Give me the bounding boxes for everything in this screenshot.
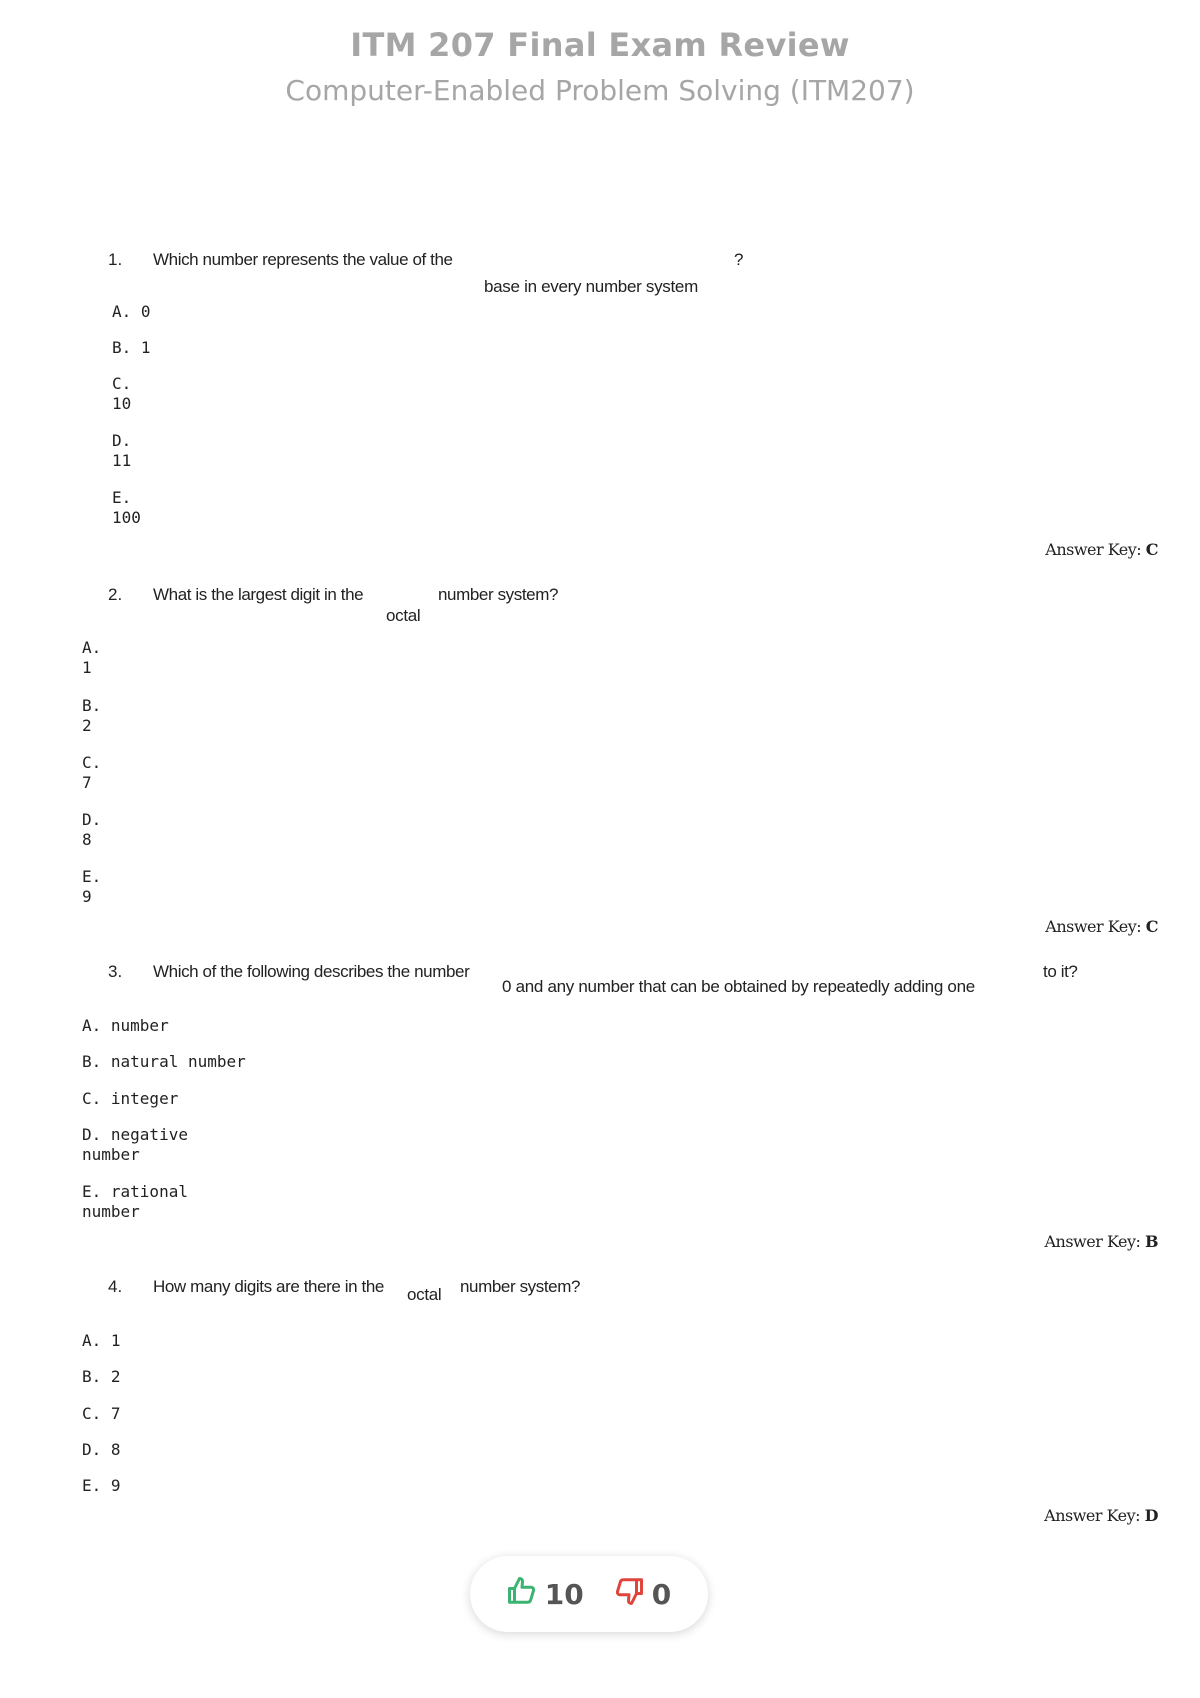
option-value: number [82,1145,140,1164]
option-e [112,488,141,528]
option-label: E. [82,867,102,886]
question-number: 3. [108,962,123,981]
answer-key [1045,917,1158,936]
question-text: How many digits are there in the [153,1277,384,1296]
option-value: 1 [82,658,92,677]
option-d: D. 8 [82,1440,121,1459]
option-label: D. [82,810,102,829]
option-value: 2 [82,716,92,735]
answer-key-value: B [1144,1232,1158,1251]
question-fill-text: octal [407,1285,442,1304]
option-label: D. [112,431,132,450]
option-value: 8 [82,830,92,849]
option-label: C. [112,374,132,393]
page-subtitle: Computer-Enabled Problem Solving (ITM207) [285,74,915,107]
option-value: 100 [112,508,141,527]
option-c: C. integer [82,1089,179,1108]
question-fill-text: 0 and any number that can be obtained by repeatedly adding one [502,977,975,996]
answer-key-label: Answer Key: [1044,1506,1141,1525]
option-c: C. 7 [82,1404,121,1423]
option-a: A. number [82,1016,169,1035]
question-fill-text: octal [386,606,421,625]
question-number: 2. [108,585,123,604]
option-b: B. 1 [112,338,151,357]
question-text: Which number represents the value of the [153,250,453,269]
upvote-button[interactable] [507,1576,584,1613]
question-number: 1. [108,250,123,269]
question-suffix: ? [734,250,744,269]
option-e [82,867,101,907]
answer-key-value: C [1145,540,1158,559]
upvote-count: 10 [544,1577,584,1611]
option-value: 11 [112,451,132,470]
page-title: ITM 207 Final Exam Review [350,26,850,64]
option-label: D. negative [82,1125,188,1144]
question-text: What is the largest digit in the [153,585,364,604]
answer-key-value: C [1145,917,1158,936]
answer-key-label: Answer Key: [1045,917,1142,936]
option-e [82,1182,188,1222]
option-value: 9 [82,887,92,906]
option-value: 10 [112,394,132,413]
option-a [82,638,101,678]
thumbs-up-icon [507,1576,537,1613]
option-c [112,374,131,414]
answer-key-value: D [1144,1506,1158,1525]
option-d [82,810,101,850]
option-b: B. 2 [82,1367,121,1386]
thumbs-down-icon [614,1576,644,1613]
option-d [112,431,131,471]
downvote-count: 0 [651,1577,672,1611]
option-b [82,696,101,736]
answer-key [1044,1506,1158,1525]
option-e: E. 9 [82,1476,121,1495]
answer-key [1045,540,1158,559]
downvote-button[interactable] [614,1576,671,1613]
option-c [82,753,101,793]
question-suffix: to it? [1043,962,1078,981]
question-suffix: number system? [460,1277,581,1296]
question-suffix: number system? [438,585,559,604]
question-number: 4. [108,1277,123,1296]
answer-key [1044,1232,1158,1251]
option-label: A. [82,638,102,657]
option-label: E. rational [82,1182,188,1201]
option-value: number [82,1202,140,1221]
option-label: E. [112,488,132,507]
option-value: 7 [82,773,92,792]
option-a: A. 1 [82,1331,121,1350]
question-fill-text: base in every number system [484,277,698,296]
answer-key-label: Answer Key: [1044,1232,1141,1251]
vote-widget [470,1556,708,1632]
option-a: A. 0 [112,302,151,321]
option-d [82,1125,188,1165]
question-text: Which of the following describes the number [153,962,470,981]
option-label: C. [82,753,102,772]
option-label: B. [82,696,102,715]
option-b: B. natural number [82,1052,246,1071]
answer-key-label: Answer Key: [1045,540,1142,559]
